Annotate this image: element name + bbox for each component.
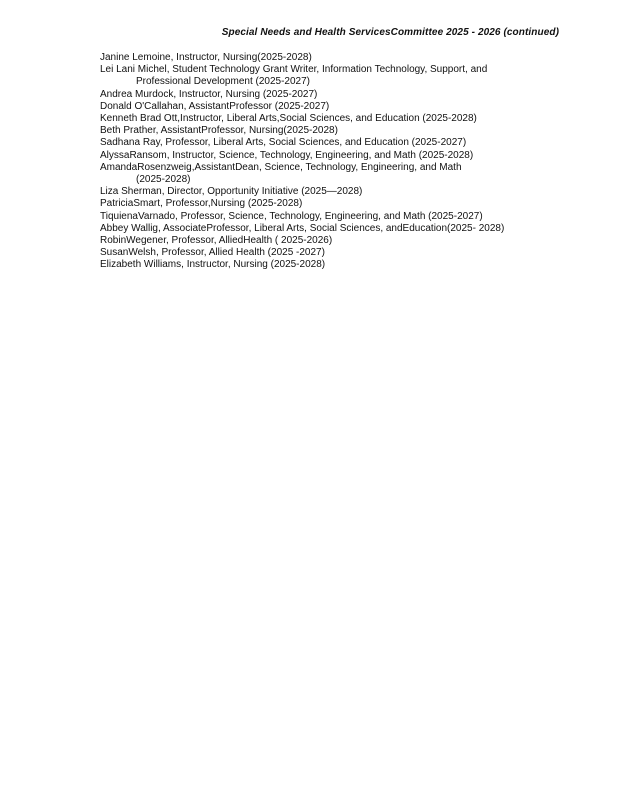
member-entry (100, 235, 570, 247)
member-text: TiquienaVarnado, Professor, Science, Technology, Engineering, and Math (2025-2027) (100, 210, 483, 222)
member-text: Kenneth Brad Ott,Instructor, Liberal Arts,Social Sciences, and Education (2025-2028) (100, 113, 477, 125)
member-entry (100, 137, 570, 149)
page-header: Special Needs and Health ServicesCommittee 2025 - 2026 (continued) (221, 27, 559, 38)
member-text-continuation: (2025-2028) (136, 174, 191, 186)
member-entry (100, 52, 570, 64)
member-text: Liza Sherman, Director, Opportunity Initiative (2025—2028) (100, 186, 363, 198)
member-text: Beth Prather, AssistantProfessor, Nursing(2025-2028) (100, 125, 338, 137)
member-entry (100, 211, 570, 223)
member-entry (100, 162, 570, 186)
member-text-continuation: Professional Development (2025-2027) (136, 76, 310, 88)
member-entry (100, 150, 570, 162)
member-text: Abbey Wallig, AssociateProfessor, Liberal Arts, Social Sciences, andEducation(2025- 2028) (100, 222, 505, 234)
member-entry (100, 198, 570, 210)
member-text: AlyssaRansom, Instructor, Science, Technology, Engineering, and Math (2025-2028) (100, 149, 474, 161)
member-entry (100, 259, 570, 271)
member-text: Andrea Murdock, Instructor, Nursing (2025-2027) (100, 88, 318, 100)
member-entry (100, 89, 570, 101)
member-text: SusanWelsh, Professor, Allied Health (2025 -2027) (100, 247, 325, 259)
member-entry (100, 186, 570, 198)
member-text: Lei Lani Michel, Student Technology Grant Writer, Information Technology, Support, and (100, 64, 488, 76)
member-text: AmandaRosenzweig,AssistantDean, Science, Technology, Engineering, and Math (100, 161, 462, 173)
member-entry (100, 64, 570, 88)
member-entry (100, 113, 570, 125)
member-entry (100, 125, 570, 137)
member-text: Elizabeth Williams, Instructor, Nursing (2025-2028) (100, 259, 326, 271)
member-text: Sadhana Ray, Professor, Liberal Arts, Social Sciences, and Education (2025-2027) (100, 137, 467, 149)
member-text: RobinWegener, Professor, AlliedHealth ( 2025-2026) (100, 235, 333, 247)
member-text: Janine Lemoine, Instructor, Nursing(2025-2028) (100, 52, 312, 63)
member-list (100, 52, 570, 272)
member-entry (100, 223, 570, 235)
member-text: PatriciaSmart, Professor,Nursing (2025-2028) (100, 198, 303, 210)
member-entry (100, 247, 570, 259)
member-text: Donald O'Callahan, AssistantProfessor (2025-2027) (100, 100, 330, 112)
member-entry (100, 101, 570, 113)
